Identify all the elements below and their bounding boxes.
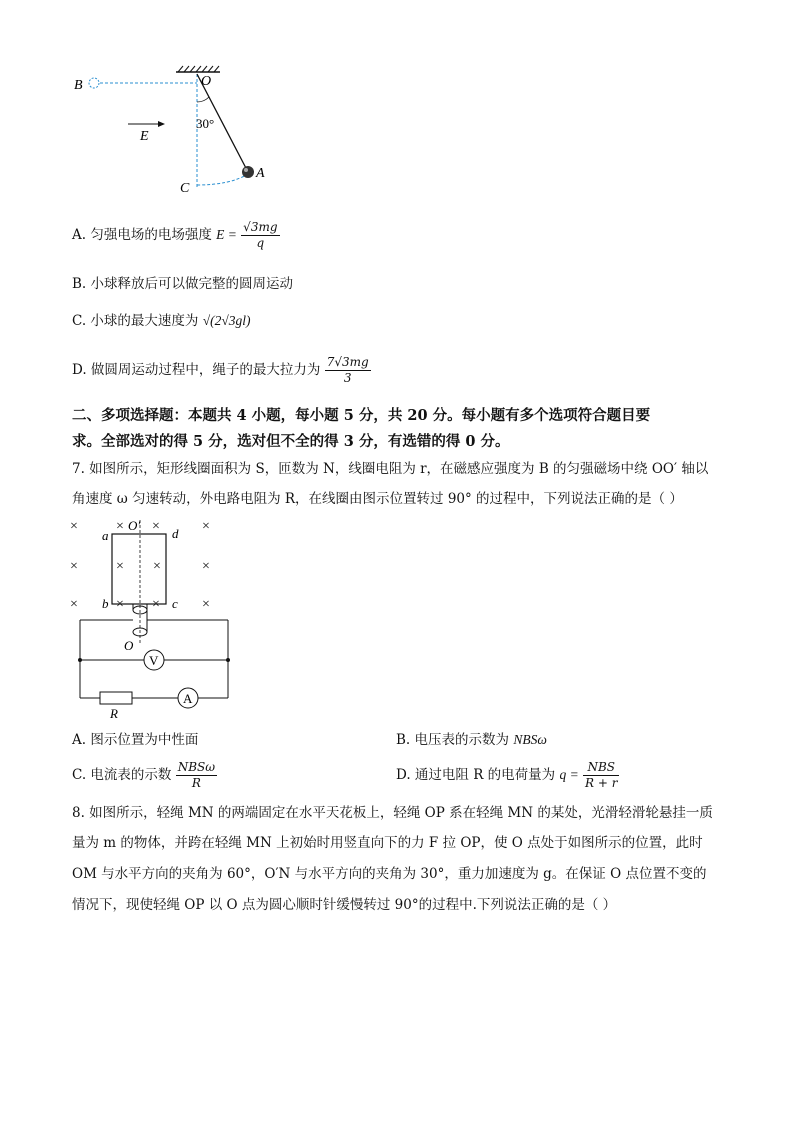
label-B: B bbox=[74, 78, 83, 93]
q7-line2: 角速度 ω 匀速转动，外电路电阻为 R，在线圈由图示位置转过 90° 的过程中，下列说法正确的是（ ） bbox=[72, 491, 683, 507]
svg-text:O: O bbox=[124, 638, 134, 653]
q6-option-A: A. 匀强电场的电场强度 E = $\frac{√3mg}{q}$ bbox=[72, 220, 278, 250]
q8-line4: 情况下，现使轻绳 OP 以 O 点为圆心顺时针缓慢转过 90°的过程中.下列说法正确的是（ ） bbox=[72, 897, 617, 913]
svg-text:×: × bbox=[202, 597, 210, 612]
svg-text:×: × bbox=[202, 519, 210, 534]
q6-option-C: C. 小球的最大速度为 √(2√3gl) bbox=[72, 313, 251, 329]
point-B-circle bbox=[89, 78, 99, 88]
svg-text:R: R bbox=[110, 706, 118, 721]
q6-option-D: D. 做圆周运动过程中，绳子的最大拉力为 $\frac{7√3mg}{3}$ bbox=[72, 355, 369, 385]
svg-text:×: × bbox=[152, 519, 160, 534]
q7-option-B: B. 电压表的示数为 NBSω bbox=[396, 732, 547, 748]
label-angle: 30° bbox=[196, 116, 215, 131]
svg-text:O′: O′ bbox=[128, 518, 141, 533]
coil-circuit-figure bbox=[62, 514, 252, 724]
q8-line1: 8. 如图所示，轻绳 MN 的两端固定在水平天花板上，轻绳 OP 系在轻绳 MN 的某处，光滑轻滑轮悬挂一质 bbox=[72, 805, 713, 821]
q8-line3: OM 与水平方向的夹角为 60°，O′N 与水平方向的夹角为 30°，重力加速度为 g。在保证 O 点位置不变的 bbox=[72, 866, 707, 882]
label-A: A bbox=[256, 166, 265, 181]
section2-line2: 求。全部选对的得 5 分，选对但不全的得 3 分，有选错的得 0 分。 bbox=[72, 433, 510, 450]
svg-text:×: × bbox=[202, 559, 210, 574]
pendulum-figure bbox=[70, 62, 280, 202]
label-C: C bbox=[180, 181, 190, 196]
svg-text:V: V bbox=[149, 653, 159, 668]
svg-text:×: × bbox=[70, 597, 78, 612]
svg-text:c: c bbox=[172, 596, 178, 611]
svg-text:d: d bbox=[172, 526, 179, 541]
q6-option-B: B. 小球释放后可以做完整的圆周运动 bbox=[72, 276, 294, 292]
q7-line1: 7. 如图所示，矩形线圈面积为 S，匝数为 N，线圈电阻为 r，在磁感应强度为 B 的匀强磁场中绕 OO′ 轴以 bbox=[72, 461, 709, 477]
resistor-R bbox=[100, 692, 132, 704]
svg-text:×: × bbox=[116, 519, 124, 534]
svg-text:×: × bbox=[70, 519, 78, 534]
q7-option-C: C. 电流表的示数 $\frac{\text{NBSω}}{R}$ bbox=[72, 760, 216, 790]
q8-line2: 量为 m 的物体，并跨在轻绳 MN 上初始时用竖直向下的力 F 拉 OP，使 O 点处于如图所示的位置，此时 bbox=[72, 835, 703, 851]
svg-text:×: × bbox=[70, 559, 78, 574]
ball-A bbox=[242, 166, 254, 178]
svg-text:×: × bbox=[152, 597, 160, 612]
label-E: E bbox=[140, 129, 149, 144]
q7-option-D: D. 通过电阻 R 的电荷量为 q = $\frac{\text{NBS}}{R + r}$ bbox=[396, 760, 618, 790]
svg-text:×: × bbox=[116, 559, 124, 574]
section2-line1: 二、多项选择题：本题共 4 小题，每小题 5 分，共 20 分。每小题有多个选项符合题目要 bbox=[72, 407, 651, 424]
label-O: O bbox=[201, 74, 212, 89]
svg-text:A: A bbox=[183, 691, 193, 706]
svg-text:×: × bbox=[153, 559, 161, 574]
svg-text:b: b bbox=[102, 596, 109, 611]
svg-text:×: × bbox=[116, 597, 124, 612]
q7-option-A: A. 图示位置为中性面 bbox=[72, 732, 199, 748]
svg-text:a: a bbox=[102, 528, 109, 543]
